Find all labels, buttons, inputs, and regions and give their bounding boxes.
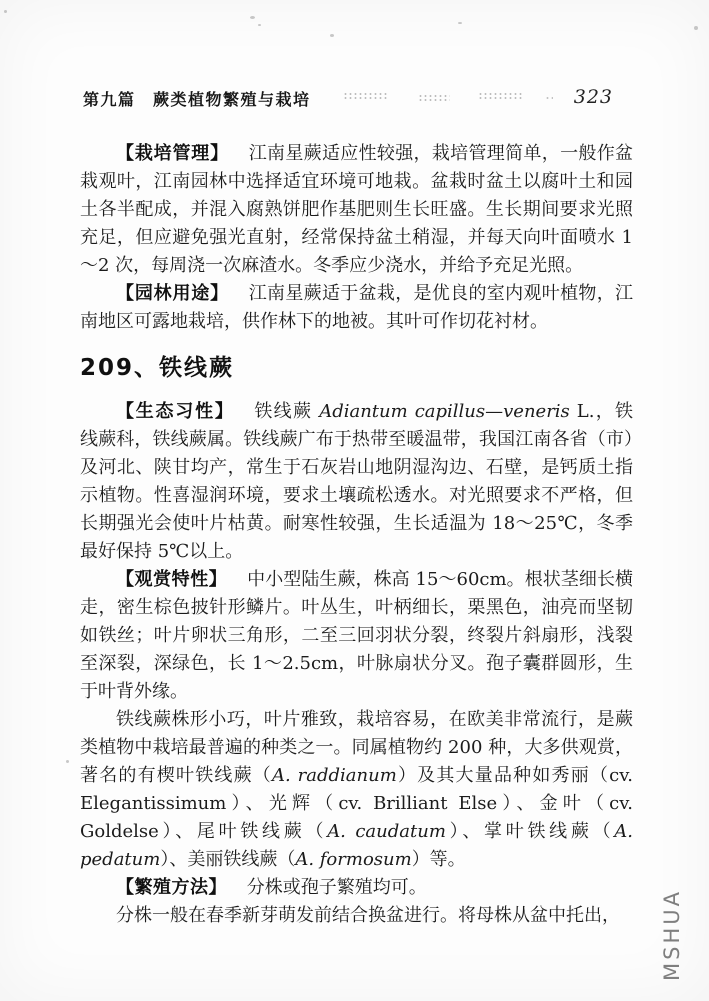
- paragraph-text: 铁线蕨株形小巧，叶片雅致，栽培容易，在欧美非常流行，是蕨类植物中栽培最普遍的种类之一。同属植物约 200 种，大多供观赏，著名的有楔叶铁线蕨（: [80, 709, 633, 786]
- paragraph-text: ）、美丽铁线蕨（: [160, 849, 296, 870]
- paragraph-ecological-habits: [80, 398, 633, 566]
- latin-species-name: A. caudatum: [327, 821, 446, 842]
- paragraph-division: [80, 902, 633, 930]
- paragraph-text: 分株或孢子繁殖均可。: [246, 877, 427, 898]
- paragraph-text: 中小型陆生蕨，株高 15～60cm。根状茎细长横走，密生棕色披针形鳞片。叶丛生，叶柄细长，栗黑色，油亮而坚韧如铁丝；叶片卵状三角形，二至三回羽状分裂，终裂片斜扇形，浅裂至深裂，深绿色，长 1～2.5cm，叶脉扇状分叉。孢子囊群圆形，生于叶背外缘。: [80, 569, 634, 702]
- scan-smudge: [478, 92, 524, 99]
- entry-label: 【观赏特性】: [116, 569, 228, 590]
- page-body: [80, 140, 633, 930]
- scan-speck: [258, 24, 261, 26]
- paragraph-text: 铁线蕨: [254, 401, 320, 422]
- page-header: [83, 87, 613, 111]
- section-heading-maidenhair-fern: 209、铁线蕨: [80, 355, 235, 381]
- page-number: 323: [573, 86, 613, 108]
- scan-speck: [330, 34, 334, 37]
- latin-species-name: A. raddianum: [272, 765, 397, 786]
- latin-species-name: A. pedatum: [80, 821, 634, 870]
- paragraph-text: 江南星蕨适于盆栽，是优良的室内观叶植物，江南地区可露地栽培，供作林下的地被。其叶可作切花衬材。: [80, 283, 634, 332]
- latin-species-name: A. formosum: [295, 849, 412, 870]
- entry-label: 【生态习性】: [116, 401, 235, 422]
- scan-speck: [4, 10, 7, 13]
- watermark: MSHUA: [660, 889, 684, 981]
- scan-smudge: [343, 92, 389, 101]
- scan-speck: [66, 760, 69, 763]
- paragraph-text: L.，铁线蕨科，铁线蕨属。铁线蕨广布于热带至暖温带，我国江南各省（市）及河北、陕甘均产，常生于石灰岩山地阴湿沟边、石壁，是钙质土指示植物。性喜湿润环境，要求土壤疏松透水。对光照要求不严格，但长期强光会使叶片枯黄。耐寒性较强，生长适温为 18～25℃，冬季最好保持 5℃以上。: [80, 401, 633, 562]
- paragraph-cultivars: [80, 706, 633, 874]
- entry-label: 【园林用途】: [116, 283, 229, 304]
- paragraph-text: 江南星蕨适应性较强，栽培管理简单，一般作盆栽观叶，江南园林中选择适宜环境可地栽。盆栽时盆土以腐叶土和园土各半配成，并混入腐熟饼肥作基肥则生长旺盛。生长期间要求光照充足，但应避免强光直射，经常保持盆土稍湿，并每天向叶面喷水 1～2 次，每周浇一次麻渣水。冬季应少浇水，并给予充足光照。: [80, 143, 634, 276]
- scan-speck: [250, 16, 255, 19]
- entry-label: 【繁殖方法】: [116, 877, 227, 898]
- paragraph-text: 分株一般在春季新芽萌发前结合换盆进行。将母株从盆中托出，: [116, 905, 620, 926]
- paragraph-text: ）、掌叶铁线蕨（: [445, 821, 615, 842]
- scan-smudge: [545, 96, 553, 101]
- scan-speck: [458, 22, 462, 24]
- chapter-title: 第九篇 蕨类植物繁殖与栽培: [83, 90, 311, 109]
- paragraph-ornamental-traits: [80, 566, 633, 706]
- paragraph-text: ）等。: [411, 849, 466, 870]
- scan-smudge: [418, 94, 450, 102]
- paragraph-text: ）及其大量品种如秀丽（cv. Elegantissimum）、光辉（cv. Brilliant Else）、金叶（cv. Goldelse）、尾叶铁线蕨（: [80, 765, 633, 842]
- entry-label: 【栽培管理】: [116, 143, 229, 164]
- scan-speck: [694, 26, 698, 30]
- paragraph-landscape-use: [80, 280, 633, 336]
- paragraph-cultivation-management: [80, 140, 633, 280]
- latin-species-name: Adiantum capillus—veneris: [319, 401, 570, 422]
- paragraph-propagation-method: [80, 874, 633, 902]
